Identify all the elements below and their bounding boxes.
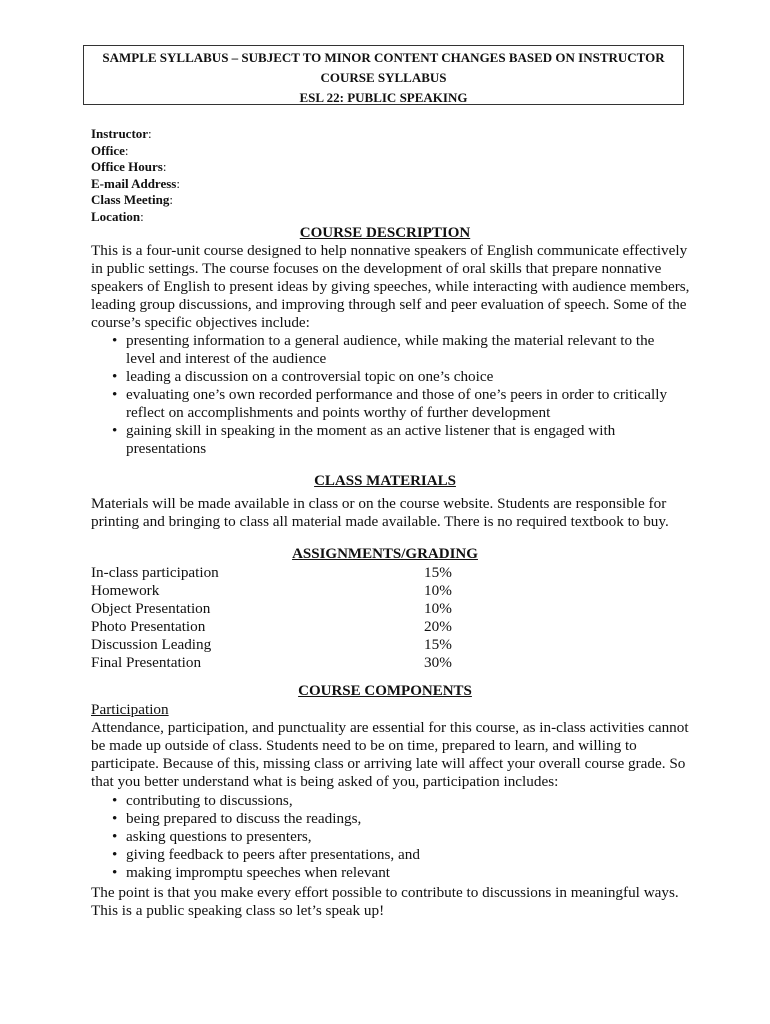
class-materials-text: Materials will be made available in class or on the course website. Students are responsible for printing and bringing to class all material made available. There is no required textbook to buy. [91, 495, 669, 530]
participation-subheading: Participation [91, 701, 169, 718]
table-row: Object Presentation 10% [91, 600, 452, 617]
info-office-hours: Office Hours: [91, 159, 167, 174]
table-row: In-class participation 15% [91, 564, 452, 581]
list-item: • presenting information to a general audience, while making the material relevant to the level and interest of the audience [112, 332, 677, 368]
objectives-list [112, 332, 677, 458]
participation-text: Attendance, participation, and punctuality are essential for this course, as in-class activities cannot be made up outside of class. Students need to be on time, prepared to learn, and willing to participate. Because of this, missing class or arriving late will affect your overall course grade. So that you better understand what is being asked of you, participation includes: [91, 719, 689, 790]
course-components-heading: COURSE COMPONENTS [298, 683, 472, 699]
header-title: COURSE SYLLABUS [320, 70, 447, 85]
table-row: Photo Presentation 20% [91, 618, 452, 635]
list-item: • contributing to discussions, [112, 792, 677, 810]
info-class-meeting: Class Meeting: [91, 192, 173, 207]
course-description-text: This is a four-unit course designed to help nonnative speakers of English communicate effectively in public settings. The course focuses on the development of oral skills that prepare nonnative speakers of English to present ideas by giving speeches, while interacting with audience members, leading group discussions, and improving through self and peer evaluation of speech. Some of the course’s specific objectives include: [91, 242, 690, 331]
list-item: • giving feedback to peers after presentations, and [112, 846, 677, 864]
header-notice: SAMPLE SYLLABUS – SUBJECT TO MINOR CONTENT CHANGES BASED ON INSTRUCTOR [102, 50, 665, 65]
info-office: Office: [91, 142, 129, 158]
header-course: ESL 22: PUBLIC SPEAKING [299, 90, 468, 105]
table-row: Final Presentation 30% [91, 654, 452, 671]
grading-heading: ASSIGNMENTS/GRADING [292, 546, 478, 562]
syllabus-header [83, 45, 684, 105]
list-item: • being prepared to discuss the readings, [112, 810, 677, 828]
table-row: Discussion Leading 15% [91, 636, 452, 653]
participation-closing: The point is that you make every effort possible to contribute to discussions in meaningful ways. This is a public speaking class so let’s speak up! [91, 884, 679, 919]
table-row: Homework 10% [91, 582, 452, 599]
participation-list [112, 792, 677, 882]
list-item: • leading a discussion on a controversial topic on one’s choice [112, 368, 677, 386]
grading-table [91, 564, 461, 672]
course-description-heading: COURSE DESCRIPTION [299, 225, 471, 241]
info-instructor: Instructor: [91, 126, 152, 141]
info-email: E-mail Address: [91, 175, 180, 191]
instructor-info [91, 126, 180, 225]
info-location: Location: [91, 208, 144, 224]
list-item: • evaluating one’s own recorded performance and those of one’s peers in order to critically reflect on accomplishments and points worthy of further development [112, 386, 677, 422]
class-materials-heading: CLASS MATERIALS [314, 473, 456, 489]
list-item: • asking questions to presenters, [112, 828, 677, 846]
list-item: • making impromptu speeches when relevant [112, 864, 677, 882]
list-item: • gaining skill in speaking in the moment as an active listener that is engaged with presentations [112, 422, 677, 458]
